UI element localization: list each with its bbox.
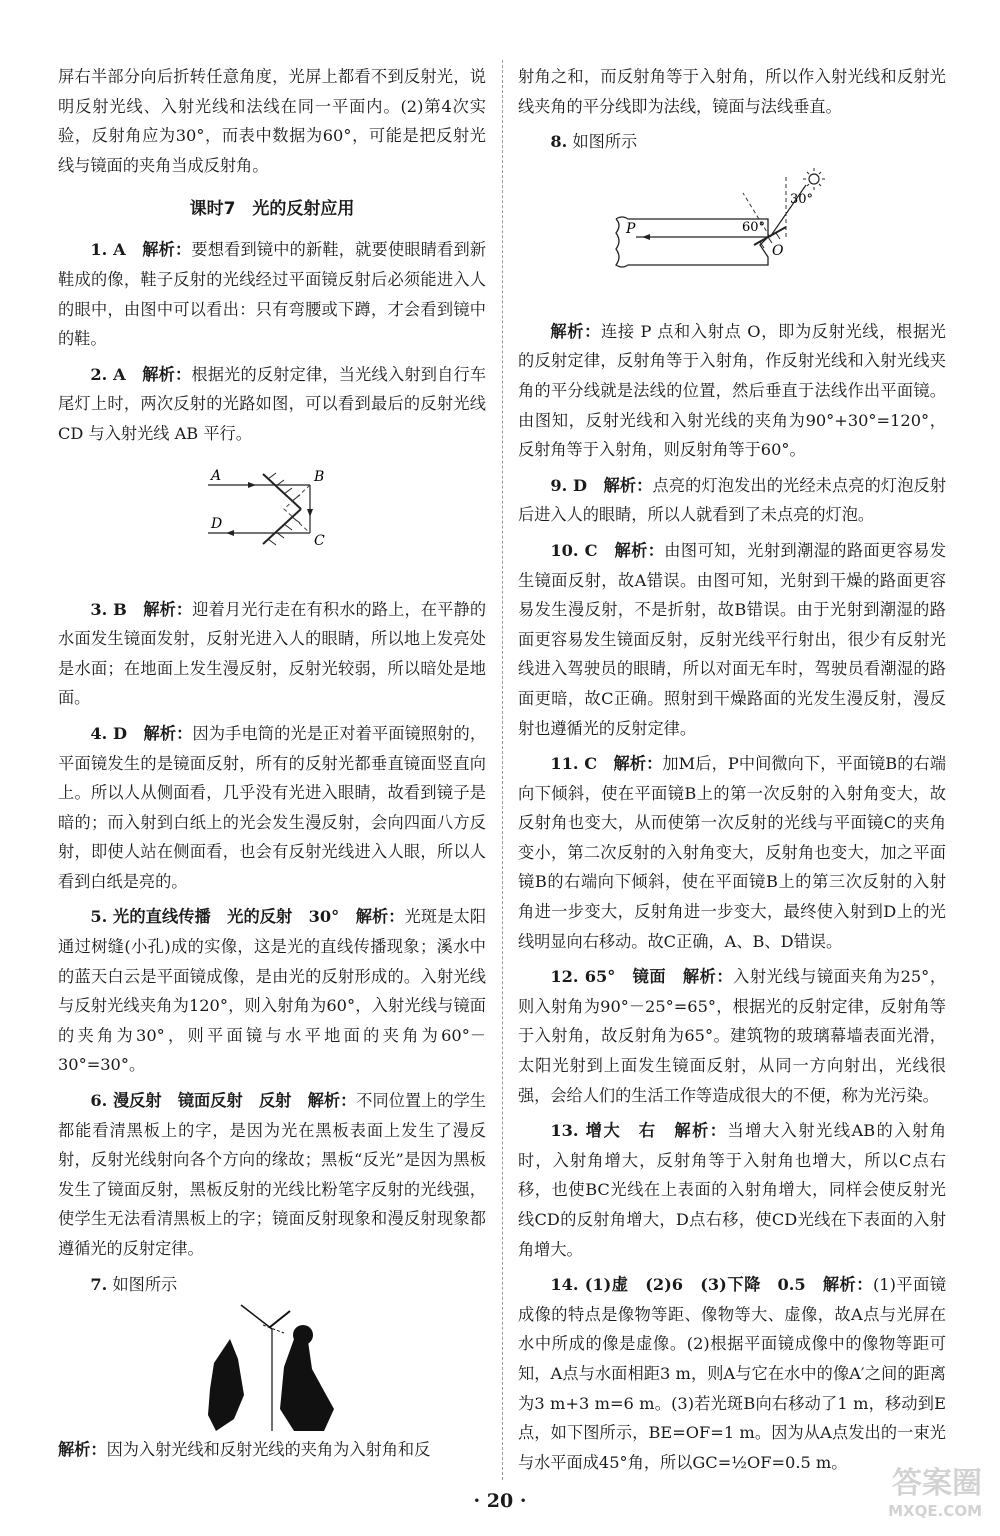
answer-2	[58, 360, 486, 449]
answer-8	[518, 127, 946, 157]
sun-reflection-diagram	[518, 157, 946, 317]
answer-7-analysis	[58, 1435, 486, 1465]
mirror-person-diagram	[58, 1299, 486, 1435]
analysis-text: 点亮的灯泡发出的光经未点亮的灯泡反射后进入人的眼睛，所以人就看到了未点亮的灯泡。	[518, 475, 947, 525]
answer-text: 如图所示	[572, 132, 638, 152]
bike-reflector-diagram	[58, 449, 486, 595]
analysis-label: 解析：	[355, 907, 405, 927]
analysis-text: 入射光线与镜面夹角为25°，则入射角为90°－25°=65°，根据光的反射定律，反射角等于入射角，故反射角为65°。建筑物的玻璃幕墙表面光滑，太阳光射到上面发生镜面反射，从同一方向射出，光线很强，会给人们的生活工作等造成很大的不便，称为光污染。	[518, 967, 947, 1105]
analysis-label: 解析：	[143, 723, 193, 743]
analysis-label: 解析：	[674, 1121, 728, 1141]
analysis-label: 解析：	[603, 475, 653, 495]
paragraph: 屏右半部分向后折转任意角度，光屏上都看不到反射光，说明反射光线、入射光线和法线在同一平面内。(2)第4次实验，反射角应为30°，而表中数据为60°，可能是把反射光线与镜面的夹角当成反射角。	[58, 67, 486, 175]
analysis-text: 根据光的反射定律，当光线入射到自行车尾灯上时，两次反射的光路如图，可以看到最后的反射光线 CD 与入射光线 AB 平行。	[58, 364, 487, 443]
watermark-url: MXQE.COM	[888, 1502, 982, 1520]
analysis-text: 当增大入射光线AB的入射角时，入射角增大，反射角等于入射角也增大，所以C点右移，也使BC光线在上表面的入射角增大，同样会使反射光线CD的反射角增大，D点右移，使CD光线在下表面的入射角增大。	[518, 1121, 947, 1259]
answer-text: 如图所示	[112, 1274, 178, 1294]
left-silhouette	[208, 1339, 244, 1431]
mirror-line	[270, 1311, 290, 1327]
answer-number: 6. 漫反射 镜面反射 反射	[90, 1091, 292, 1111]
answer-number: 14. (1)虚 (2)6 (3)下降 0.5	[550, 1275, 806, 1295]
sun-icon	[809, 174, 819, 184]
analysis-label: 解析：	[307, 1091, 357, 1111]
right-column	[518, 62, 946, 1477]
label-a: A	[211, 467, 222, 484]
answer-13	[518, 1116, 946, 1264]
left-column	[58, 62, 486, 1465]
analysis-text: 加M后，P中间微向下，平面镜B的右端向下倾斜，使在平面镜B上的第一次反射的入射角变大，故反射角也变大，从而使第一次反射的光线与平面镜C的夹角变小，第二次反射的入射角变大，反射角也变大，加之平面镜B的右端向下倾斜，使在平面镜B上的第三次反射的入射角进一步变大，反射角进一步变大，最终使入射到D上的光线明显向右移动。故C正确，A、B、D错误。	[518, 754, 947, 951]
answer-8-analysis	[518, 317, 946, 465]
answer-number: 4. D	[90, 723, 128, 743]
mirror-person-figure	[58, 1299, 486, 1435]
normal-line	[263, 1325, 284, 1333]
analysis-text: 要想看到镜中的新鞋，就要使眼睛看到新鞋成的像，鞋子反射的光线经过平面镜反射后必须能进入人的眼中，由图中可以看出：只有弯腰或下蹲，才会看到镜中的鞋。	[58, 240, 487, 349]
normal-lines	[284, 485, 310, 533]
answer-4	[58, 719, 486, 897]
page-number: · 20 ·	[473, 1490, 527, 1512]
label-d: D	[211, 515, 223, 532]
column-divider	[502, 60, 504, 1480]
analysis-text: 光斑是太阳通过树缝(小孔)成的实像，这是光的直线传播现象；溪水中的蓝天白云是平面镜成像，是由光的反射形成的。入射光线与反射光线夹角为120°，则入射角为60°，入射光线与镜面的夹角为30°，则平面镜与水平地面的夹角为60°－30°=30°。	[58, 907, 487, 1075]
arrow-bc	[307, 509, 313, 517]
answer-number: 7.	[90, 1274, 108, 1294]
answer-9	[518, 471, 946, 530]
label-o: O	[772, 242, 784, 259]
sun-rays	[803, 168, 825, 190]
mirror-top	[263, 474, 301, 509]
label-b: B	[314, 468, 325, 485]
analysis-label: 解析：	[822, 1275, 873, 1295]
analysis-label: 解析：	[142, 364, 192, 384]
analysis-label: 解析：	[550, 321, 601, 341]
analysis-text: 连接 P 点和入射点 O，即为反射光线，根据光的反射定律，反射角等于入射角，作反射光线和入射光线夹角的平分线就是法线的位置，然后垂直于法线作出平面镜。由图知，反射光线和入射光线的夹角为90°+30°=120°，反射角等于入射角，则反射角等于60°。	[518, 321, 946, 460]
answer-number: 9. D	[550, 475, 588, 495]
answer-number: 10. C	[550, 540, 598, 560]
watermark-title: 答案圈	[892, 1466, 982, 1501]
analysis-text: 不同位置上的学生都能看清黑板上的字，是因为光在黑板表面上发生了漫反射，反射光线射向各个方向的缘故；黑板“反光”是因为黑板发生了镜面反射，黑板反射的光线比粉笔字反射的光线强，使学生无法看清黑板上的字；镜面反射现象和漫反射现象都遵循光的反射定律。	[58, 1091, 487, 1258]
answer-6	[58, 1086, 486, 1264]
arrow-ab	[248, 482, 256, 488]
analysis-label: 解析：	[142, 240, 192, 260]
watermark-logo	[792, 1458, 982, 1524]
answer-number: 3. B	[90, 599, 127, 619]
analysis-text: 由图可知，光射到潮湿的路面更容易发生镜面反射，故A错误。由图可知，光射到干燥的路面更容易发生漫反射，不是折射，故B错误。由于光射到潮湿的路面更容易发生镜面反射，反射光线平行射出，很少有反射光线进入驾驶员的眼睛，所以对面无车时，驾驶员看潮湿的路面更暗，故C正确。照射到干燥路面的光发生漫反射，漫反射也遵循光的反射定律。	[518, 540, 947, 738]
answer-5	[58, 902, 486, 1080]
answer-number: 5. 光的直线传播 光的反射 30°	[90, 907, 340, 927]
answer-3	[58, 595, 486, 713]
answer-number: 2. A	[90, 364, 126, 384]
analysis-label: 解析：	[58, 1440, 107, 1460]
answer-7	[58, 1270, 486, 1300]
analysis-text: (1)平面镜成像的特点是像物等距、像物等大、虚像，故A点与光屏在水中所成的像是虚像。(2)根据平面镜成像中的像物等距可知，A点与水面相距3 m，则A与它在水中的像A′之间的距离为3 m+3 m=6 m。(3)若光斑B向右移动了1 m，移动到E点，如下图所示，BE=OF=1 m。因为从A点发出的一束光与水平面成45°角，所以GC=½OF=0.5 m。	[518, 1275, 947, 1472]
paragraph: 射角之和，而反射角等于入射角，所以作入射光线和反射光线夹角的平分线即为法线，镜面与法线垂直。	[518, 67, 946, 116]
incident-ray	[241, 1305, 272, 1329]
mirror-bottom	[263, 509, 301, 544]
analysis-label: 解析：	[614, 540, 665, 560]
analysis-text: 因为手电筒的光是正对着平面镜照射的，平面镜发生的是镜面反射，所有的反射光都垂直镜面竖直向上。所以人从侧面看，几乎没有光进入眼睛，故看到镜子是暗的；而入射到白纸上的光会发生漫反射，会向四面八方反射，即使人站在侧面看，也会有反射光线进入人眼，所以人看到白纸是亮的。	[58, 723, 487, 891]
arrow-op	[642, 234, 650, 240]
answer-14	[518, 1270, 946, 1477]
answer-1	[58, 235, 486, 353]
head-silhouette	[293, 1325, 313, 1345]
answer-11	[518, 749, 946, 956]
label-p: P	[626, 220, 636, 237]
label-c: C	[314, 532, 325, 549]
analysis-text: 因为入射光线和反射光线的夹角为入射角和反	[106, 1440, 431, 1460]
label-60: 60°	[742, 219, 766, 235]
answer-number: 1. A	[90, 240, 126, 260]
analysis-text: 迎着月光行走在有积水的路上，在平静的水面发生镜面发射，反射光进入人的眼睛，所以地上发亮处是水面；在地面上发生漫反射，反射光较弱，所以暗处是地面。	[58, 599, 487, 708]
answer-12	[518, 962, 946, 1110]
analysis-label: 解析：	[613, 754, 663, 774]
arrow-cd	[226, 530, 234, 536]
answer-number: 11. C	[550, 754, 598, 774]
analysis-label: 解析：	[143, 599, 193, 619]
section-title: 课时7 光的反射应用	[189, 199, 355, 220]
bike-reflector-figure	[58, 449, 486, 595]
analysis-label: 解析：	[682, 967, 734, 987]
sun-reflection-figure	[518, 157, 946, 317]
label-30: 30°	[790, 191, 814, 207]
answer-number: 8.	[550, 132, 568, 152]
answer-number: 12. 65° 镜面	[550, 967, 667, 987]
answer-number: 13. 增大 右	[550, 1121, 657, 1141]
answer-10	[518, 536, 946, 743]
person-silhouette	[280, 1339, 334, 1431]
